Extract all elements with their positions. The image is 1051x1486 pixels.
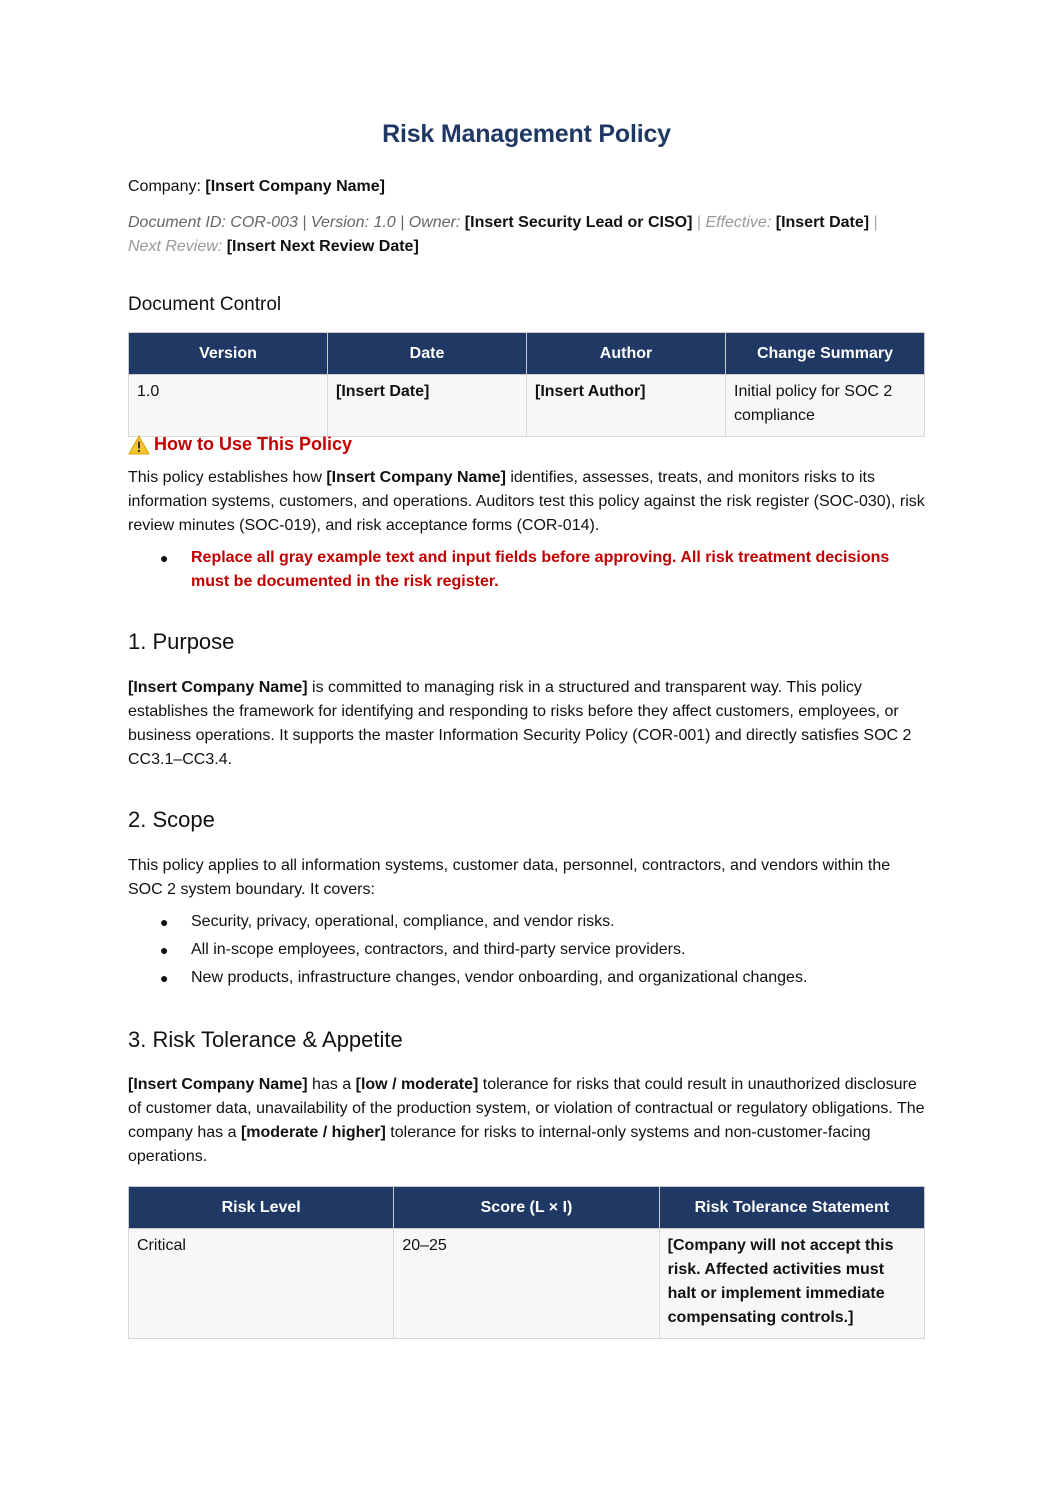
purpose-heading: 1. Purpose: [128, 629, 235, 654]
company-placeholder: [Insert Company Name]: [128, 1076, 308, 1093]
company-line: [128, 178, 385, 196]
doc-version: Version: 1.0: [310, 214, 396, 231]
list-item: [128, 546, 925, 594]
cell-author: [Insert Author]: [527, 375, 726, 437]
document-control-table: [128, 332, 925, 437]
bullet-icon: ●: [160, 942, 169, 958]
company-label: Company:: [128, 178, 201, 195]
paragraph-text: identifies, assesses, treats, and monitors risks to its information systems, customers, and operations. Auditors test this policy against the risk register (SOC-030), risk review minutes (SOC-019), and risk acceptance forms (COR-014).: [128, 469, 925, 534]
document-metadata: [128, 211, 925, 259]
company-placeholder: [Insert Company Name]: [128, 679, 308, 696]
cell-date: [Insert Date]: [328, 375, 527, 437]
document-control-heading: Document Control: [128, 294, 282, 315]
column-header: Risk Level: [129, 1187, 394, 1229]
list-item: [128, 938, 925, 962]
paragraph-text: has a: [307, 1076, 356, 1093]
column-header: Version: [129, 333, 328, 375]
bullet-icon: ●: [160, 970, 169, 986]
how-to-use-title: How to Use This Policy: [154, 434, 353, 454]
effective-value: [Insert Date]: [775, 214, 870, 231]
table-row: [129, 1229, 925, 1339]
next-review-value: [Insert Next Review Date]: [226, 238, 419, 255]
meta-separator: |: [302, 214, 307, 231]
page-title: Risk Management Policy: [382, 120, 671, 148]
tolerance-placeholder: [moderate / higher]: [240, 1124, 386, 1141]
list-item: [128, 910, 925, 934]
column-header: Date: [328, 333, 527, 375]
doc-id: Document ID: COR-003: [128, 214, 298, 231]
bullet-icon: ●: [160, 550, 169, 566]
list-item-text: All in-scope employees, contractors, and third-party service providers.: [191, 941, 686, 958]
warning-icon: [128, 435, 150, 455]
scope-list: [128, 910, 925, 994]
paragraph-text: is committed to managing risk in a structured and transparent way. This policy establishes the framework for identifying and responding to risks before they affect customers, employees, or business operations. It supports the master Information Security Policy (COR-001) and directly satisfies SOC 2 CC3.1–CC3.4.: [128, 679, 912, 768]
effective-label: Effective:: [705, 214, 772, 231]
cell-score: 20–25: [394, 1229, 659, 1339]
cell-risk-level: Critical: [129, 1229, 394, 1339]
how-to-use-list: [128, 546, 925, 594]
cell-tolerance-statement: [Company will not accept this risk. Affected activities must halt or implement immediate compensating controls.]: [659, 1229, 924, 1339]
paragraph-text: tolerance for risks that could result in unauthorized disclosure of customer data, unavailability of the production system, or violation of contractual or regulatory obligations. The company has a: [128, 1076, 925, 1141]
next-review-label: Next Review:: [128, 238, 223, 255]
how-to-use-paragraph: [128, 466, 925, 538]
bullet-icon: ●: [160, 914, 169, 930]
cell-change-summary: Initial policy for SOC 2 compliance: [726, 375, 925, 437]
owner-value: [Insert Security Lead or CISO]: [464, 214, 693, 231]
list-item: [128, 966, 925, 990]
table-header-row: [129, 1187, 925, 1229]
scope-paragraph: This policy applies to all information systems, customer data, personnel, contractors, and vendors within the SOC 2 system boundary. It covers:: [128, 857, 891, 898]
risk-tolerance-paragraph: [128, 1073, 925, 1169]
list-item-text: New products, infrastructure changes, vendor onboarding, and organizational changes.: [191, 969, 808, 986]
instruction-text: Replace all gray example text and input fields before approving. All risk treatment decisions must be documented in the risk register.: [191, 549, 890, 590]
paragraph-text: tolerance for risks to internal-only systems and non-customer-facing operations.: [128, 1124, 871, 1165]
column-header: Score (L × I): [394, 1187, 659, 1229]
company-value: [Insert Company Name]: [205, 178, 385, 195]
table-header-row: [129, 333, 925, 375]
column-header: Change Summary: [726, 333, 925, 375]
table-row: [129, 375, 925, 437]
company-placeholder: [Insert Company Name]: [326, 469, 506, 486]
cell-version: 1.0: [129, 375, 328, 437]
paragraph-text: This policy establishes how: [128, 469, 327, 486]
purpose-paragraph: [128, 676, 925, 772]
risk-tolerance-table: [128, 1186, 925, 1339]
owner-label: Owner:: [408, 214, 461, 231]
how-to-use-heading: [128, 434, 352, 455]
scope-heading: 2. Scope: [128, 807, 215, 832]
column-header: Risk Tolerance Statement: [659, 1187, 924, 1229]
column-header: Author: [527, 333, 726, 375]
list-item-text: Security, privacy, operational, compliance, and vendor risks.: [191, 913, 615, 930]
meta-separator: |: [400, 214, 405, 231]
meta-separator: |: [696, 214, 702, 231]
tolerance-placeholder: [low / moderate]: [355, 1076, 479, 1093]
meta-separator: |: [873, 214, 878, 231]
risk-tolerance-heading: 3. Risk Tolerance & Appetite: [128, 1027, 403, 1052]
